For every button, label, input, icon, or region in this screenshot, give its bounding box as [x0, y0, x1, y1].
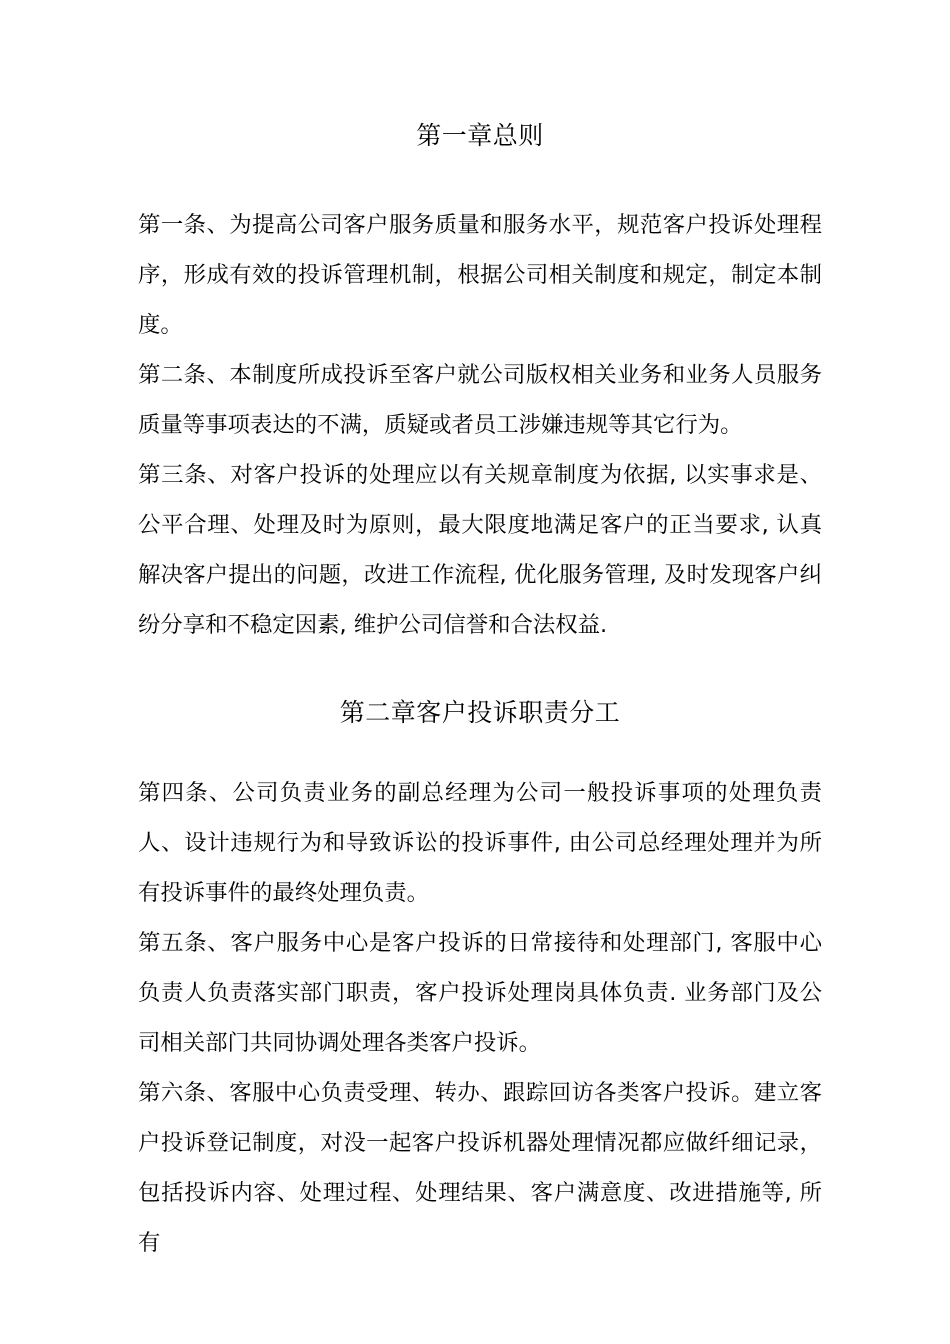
article-1: 第一条、为提高公司客户服务质量和服务水平，规范客户投诉处理程序，形成有效的投诉管理机制，根据公司相关制度和规定，制定本制度。 — [138, 212, 822, 338]
article-5: 第五条、客户服务中心是客户投诉的日常接待和处理部门, 客服中心负责人负责落实部门职责，客户投诉处理岗具体负责. 业务部门及公司相关部门共同协调处理各类客户投诉。 — [138, 930, 822, 1056]
chapter-2-title: 第二章客户投诉职责分工 — [339, 698, 621, 727]
chapter-1-body — [138, 200, 822, 650]
article-4: 第四条、公司负责业务的副总经理为公司一般投诉事项的处理负责人、设计违规行为和导致诉讼的投诉事件, 由公司总经理处理并为所有投诉事件的最终处理负责。 — [138, 780, 822, 906]
chapter-2-body — [138, 768, 822, 1268]
article-3: 第三条、对客户投诉的处理应以有关规章制度为依据, 以实事求是、公平合理、处理及时为原则，最大限度地满足客户的正当要求, 认真解决客户提出的问题，改进工作流程, 优化服务管理, 及时发现客户纠纷分享和不稳定因素, 维护公司信誉和合法权益. — [138, 462, 822, 638]
document-page — [138, 0, 822, 1268]
article-2: 第二条、本制度所成投诉至客户就公司版权相关业务和业务人员服务质量等事项表达的不满，质疑或者员工涉嫌违规等其它行为。 — [138, 362, 822, 438]
article-6: 第六条、客服中心负责受理、转办、跟踪回访各类客户投诉。建立客户投诉登记制度，对没一起客户投诉机器处理情况都应做纤细记录，包括投诉内容、处理过程、处理结果、客户满意度、改进措施等, 所有 — [138, 1080, 822, 1256]
chapter-1-title: 第一章总则 — [416, 121, 544, 150]
